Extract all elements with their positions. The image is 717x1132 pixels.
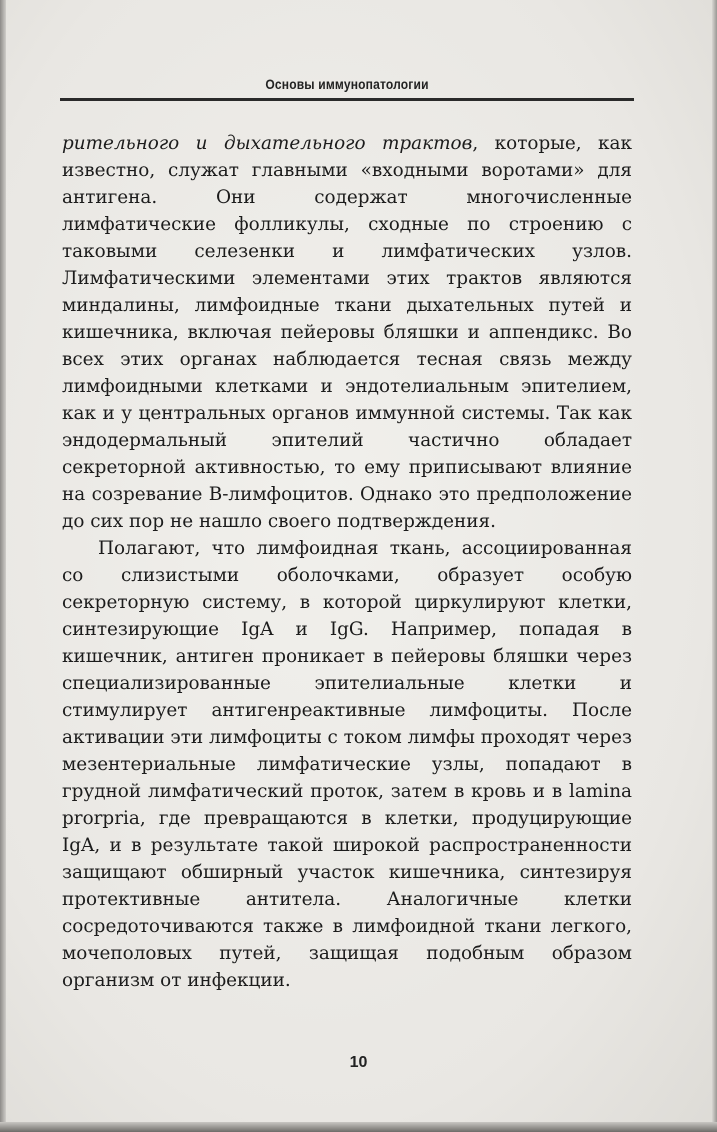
body-text — [62, 130, 632, 994]
paragraph-1-text: , которые, как известно, служат главными «входными воротами» для антигена. Они содержат многочисленные лимфатические фолликулы, сходные по строению с таковыми селезенки и лимфатических узлов. Лимфатическими элементами этих трактов являются миндалины, лимфоидные ткани дыхательных путей и кишечника, включая пейеровы бляшки и аппендикс. Во всех этих органах наблюдается тесная связь между лимфоидными клетками и эндотелиальным эпителием, как и у центральных органов иммунной системы. Так как эндодермальный эпителий частично обладает секреторной активностью, то ему приписывают влияние на созревание В-лимфоцитов. Однако это предположение до сих пор не нашло своего подтверждения. — [62, 133, 632, 532]
paragraph-2: Полагают, что лимфоидная ткань, ассоциированная со слизистыми оболочками, образует особую секреторную систему, в которой циркулируют клетки, синтезирующие IgA и IgG. Например, попадая в кишечник, антиген проникает в пейеровы бляшки через специализированные эпителиальные клетки и стимулирует антигенреактивные лимфоциты. После активации эти лимфоциты с током лимфы проходят через мезентериальные лимфатические узлы, попадают в грудной лимфатический проток, затем в кровь и в lamina prorpria, где превращаются в клетки, продуцирующие IgA, и в результате такой широкой распространенности защищают обширный участок кишечника, синтезируя протективные антитела. Аналогичные клетки сосредоточиваются также в лимфоидной ткани легкого, мочеполовых путей, защищая подобным образом организм от инфекции. — [62, 538, 632, 991]
running-head-rule — [60, 98, 634, 101]
page-bottom-edge — [0, 1122, 717, 1132]
page-left-edge — [0, 0, 6, 1132]
page-number: 10 — [349, 1054, 368, 1071]
running-head: Основы иммунопатологии — [265, 76, 429, 92]
italic-lead: рительного и дыхательного трактов — [62, 133, 473, 154]
paragraph-1 — [62, 130, 632, 535]
page-right-edge — [712, 0, 717, 1132]
